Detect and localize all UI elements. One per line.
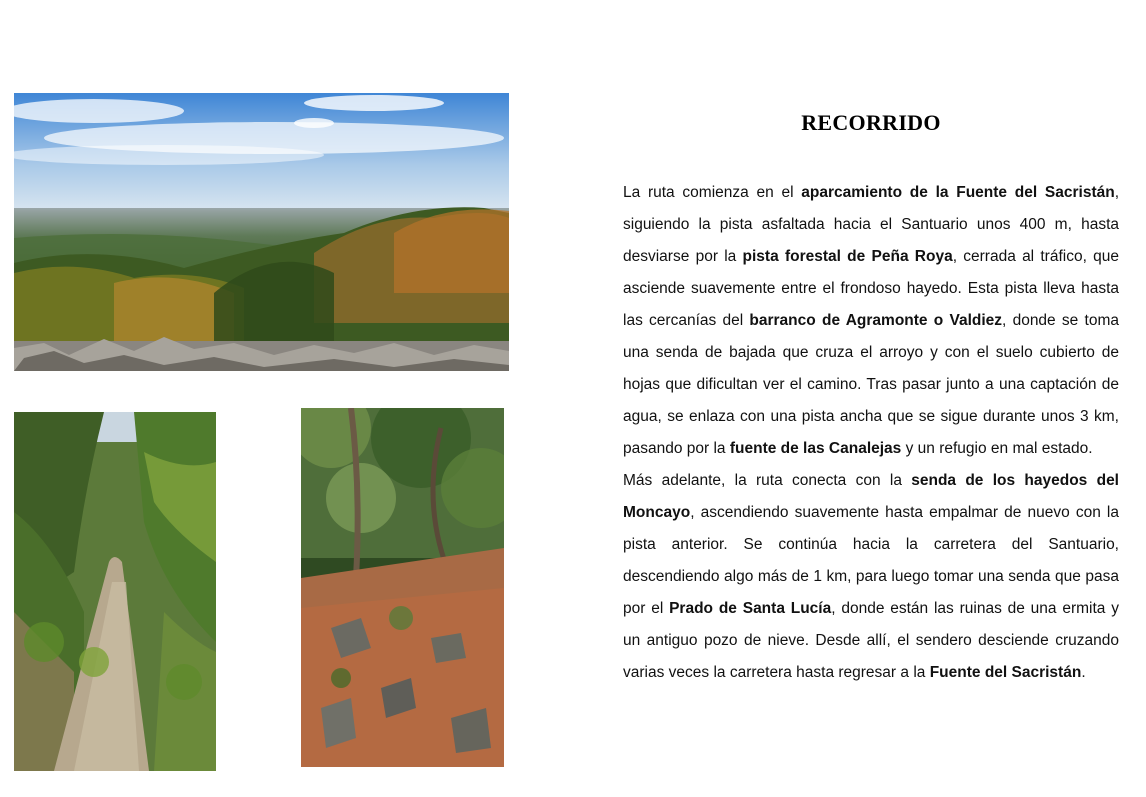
place-name: fuente de las Canalejas bbox=[729, 440, 902, 457]
paragraph-2 bbox=[623, 465, 1119, 689]
text-run: , ascendiendo suavemente hasta empalmar de nuevo con la pista anterior. Se continúa hacia la carretera del Santuario, descendiendo algo más de 1 km, para luego tomar una senda que pasa por el bbox=[623, 504, 1119, 617]
text-run: y un refugio en mal estado. bbox=[901, 440, 1093, 457]
route-description bbox=[623, 177, 1119, 689]
text-run: . bbox=[1081, 664, 1086, 681]
place-name: Fuente del Sacristán bbox=[929, 664, 1082, 681]
forest-photo bbox=[301, 408, 504, 767]
place-name: senda de los hayedos del Moncayo bbox=[623, 472, 1119, 521]
place-name: pista forestal de Peña Roya bbox=[742, 248, 953, 265]
text-run: , cerrada al tráfico, que asciende suavemente entre el frondoso hayedo. Esta pista lleva hasta las cercanías del bbox=[623, 248, 1119, 329]
text-run: , donde están las ruinas de una ermita y un antiguo pozo de nieve. Desde allí, el sendero desciende cruzando varias veces la carretera hasta regresar a la bbox=[623, 600, 1119, 681]
trail-photo bbox=[14, 412, 216, 771]
landscape-photo bbox=[14, 93, 509, 371]
text-run: , siguiendo la pista asfaltada hacia el Santuario unos 400 m, hasta desviarse por la bbox=[623, 184, 1120, 265]
paragraph-1 bbox=[623, 177, 1119, 465]
text-run: La ruta comienza en el bbox=[623, 184, 802, 201]
place-name: aparcamiento de la Fuente del Sacristán bbox=[801, 184, 1115, 201]
text-run: , donde se toma una senda de bajada que cruza el arroyo y con el suelo cubierto de hojas que dificultan ver el camino. Tras pasar junto a una captación de agua, se enlaza con una pista ancha que se sigue durante unos 3 km, pasando por la bbox=[623, 312, 1119, 457]
place-name: Prado de Santa Lucía bbox=[669, 600, 832, 617]
text-run: Más adelante, la ruta conecta con la bbox=[623, 472, 912, 489]
place-name: barranco de Agramonte o Valdiez bbox=[749, 312, 1003, 329]
section-title: RECORRIDO bbox=[801, 110, 941, 135]
